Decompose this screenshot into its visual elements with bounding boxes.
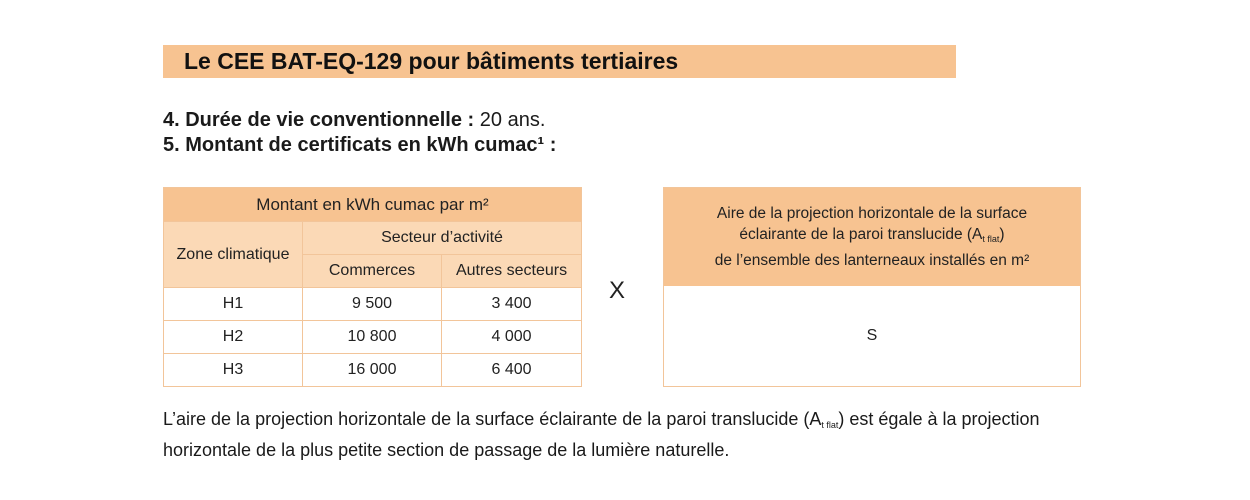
table-row <box>164 321 582 354</box>
commerces-cell: 16 000 <box>303 354 442 387</box>
commerces-cell: 10 800 <box>303 321 442 354</box>
autres-cell: 4 000 <box>442 321 582 354</box>
item-duree-label: 4. Durée de vie conventionnelle : <box>163 109 480 131</box>
zone-cell: H2 <box>164 321 303 354</box>
item-montant-label: 5. Montant de certificats en kWh cumac¹ : <box>163 134 557 156</box>
montant-table <box>163 187 582 387</box>
footnote-subscript: t flat <box>821 420 839 430</box>
zone-climatique-header: Zone climatique <box>164 222 303 288</box>
section-title-text: Le CEE BAT-EQ-129 pour bâtiments tertiaires <box>184 48 679 74</box>
montant-table-title: Montant en kWh cumac par m² <box>164 188 582 222</box>
surface-header-line2-text: éclairante de la paroi translucide (A <box>739 226 983 243</box>
item-montant <box>163 133 556 158</box>
surface-box <box>663 187 1081 387</box>
item-duree-de-vie <box>163 108 556 133</box>
commerces-cell: 9 500 <box>303 288 442 321</box>
secteur-activite-header: Secteur d’activité <box>303 222 582 255</box>
surface-header-line3: de l’ensemble des lanterneaux installés en m² <box>714 252 1030 269</box>
table-row <box>164 288 582 321</box>
zone-cell: H1 <box>164 288 303 321</box>
conditions-list <box>163 108 556 158</box>
item-duree-value: 20 ans. <box>479 109 546 131</box>
surface-header <box>664 188 1080 286</box>
multiply-sign: X <box>609 277 626 304</box>
footnote-text-start: L’aire de la projection horizontale de la surface éclairante de la paroi translucide (A <box>163 409 822 429</box>
table-row <box>164 354 582 387</box>
section-title <box>163 45 956 78</box>
surface-header-line1: Aire de la projection horizontale de la surface <box>716 205 1028 222</box>
surface-header-subscript: t flat <box>982 234 1000 244</box>
autres-secteurs-header: Autres secteurs <box>442 255 582 288</box>
footnote-paragraph <box>163 407 1123 463</box>
autres-cell: 6 400 <box>442 354 582 387</box>
zone-cell: H3 <box>164 354 303 387</box>
autres-cell: 3 400 <box>442 288 582 321</box>
footnote-text-end: ) est égale à la projection horizontale de la plus petite section de passage de la lumière naturelle. <box>163 409 1040 460</box>
surface-value: S <box>866 327 878 344</box>
commerces-header: Commerces <box>303 255 442 288</box>
surface-header-line2-close: ) <box>999 226 1005 243</box>
surface-header-line2 <box>739 224 1004 250</box>
